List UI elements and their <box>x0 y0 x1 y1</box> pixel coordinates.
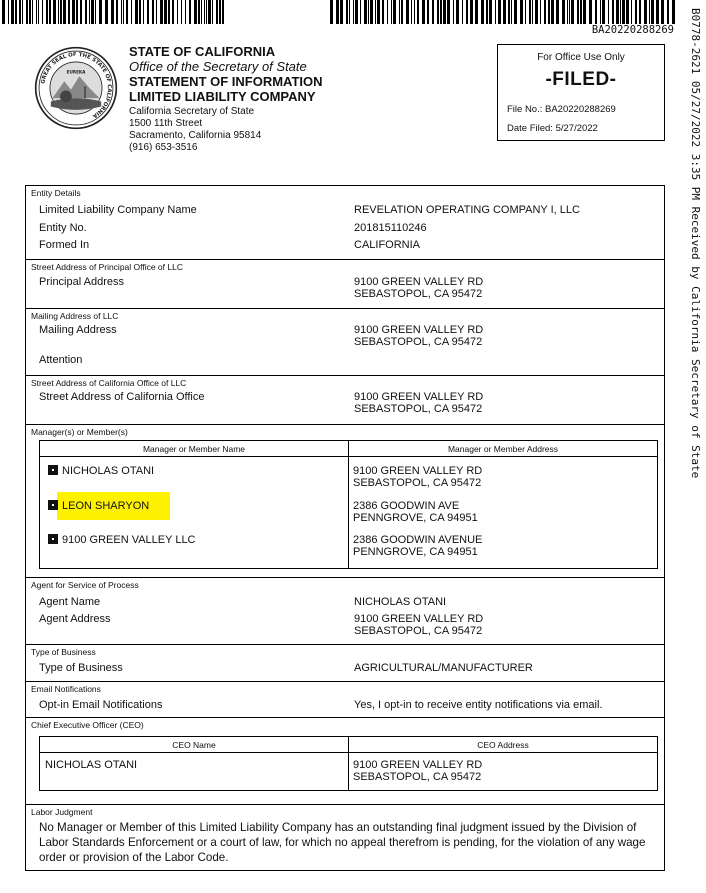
agent-name-value: NICHOLAS OTANI <box>354 596 447 608</box>
principal-address-line2: SEBASTOPOL, CA 95472 <box>354 288 483 300</box>
barcode-bar <box>498 0 501 24</box>
labor-judgment-section <box>26 805 664 871</box>
ceo-address-header: CEO Address <box>477 740 529 750</box>
barcode-bar <box>626 0 629 24</box>
barcode-bar <box>453 0 454 24</box>
barcode-bar <box>364 0 367 24</box>
barcode-bar <box>649 0 650 24</box>
barcode-bar <box>353 0 354 24</box>
barcode-bar <box>401 0 403 24</box>
barcode-bar <box>26 0 28 24</box>
received-stamp-text: B0778-2621 05/27/2022 3:35 PM Received by California Secretary of State <box>689 8 702 479</box>
mailing-address-section <box>26 309 664 376</box>
barcode-bar <box>204 0 205 24</box>
barcode-bar <box>189 0 191 24</box>
barcode-bar <box>495 0 496 24</box>
barcode-bar <box>123 0 124 24</box>
manager-address-2 <box>353 500 478 524</box>
seal-ring-text: GREAT SEAL OF THE STATE OF CALIFORNIA <box>40 52 112 119</box>
agent-address-label: Agent Address <box>39 613 111 625</box>
address-line: California Secretary of State <box>129 106 255 117</box>
managers-table <box>39 440 658 569</box>
office-name: Office of the Secretary of State <box>129 59 307 74</box>
section-title: Labor Judgment <box>31 807 93 817</box>
ceo-name-header: CEO Name <box>172 740 216 750</box>
principal-address-line1: 9100 GREEN VALLEY RD <box>354 276 484 288</box>
barcode-bar <box>206 0 207 24</box>
manager-address-1 <box>353 465 482 489</box>
barcode-bar <box>602 0 605 24</box>
mailing-address-label: Mailing Address <box>39 324 117 336</box>
barcode-bar <box>212 0 213 24</box>
barcode-bar <box>567 0 568 24</box>
barcode-bar <box>661 0 664 24</box>
business-type-value: AGRICULTURAL/MANUFACTURER <box>354 662 533 674</box>
barcode-bar <box>622 0 625 24</box>
barcode-bar <box>177 0 178 24</box>
barcode-bar <box>387 0 388 24</box>
barcode-bar <box>42 0 43 24</box>
barcode-number: BA20220288269 <box>591 24 674 36</box>
barcode-bar <box>208 0 211 24</box>
barcode-bar <box>616 0 619 24</box>
barcode-bar <box>532 0 533 24</box>
bullet-icon <box>48 534 58 544</box>
barcode-bar <box>152 0 154 24</box>
barcode-bar <box>11 0 14 24</box>
document-header <box>129 44 323 154</box>
section-title: Chief Executive Officer (CEO) <box>31 720 144 730</box>
barcode-bar <box>377 0 380 24</box>
document-title-1: STATEMENT OF INFORMATION <box>129 74 323 89</box>
barcode-bar <box>414 0 415 24</box>
barcode-bar <box>147 0 149 24</box>
barcode-bar <box>620 0 621 24</box>
formed-in-value: CALIFORNIA <box>354 239 421 251</box>
barcode-bar <box>540 0 541 24</box>
llc-name-value: REVELATION OPERATING COMPANY I, LLC <box>354 204 580 216</box>
barcode-bar <box>470 0 473 24</box>
managers-section <box>26 425 664 578</box>
barcode-bar <box>382 0 384 24</box>
barcode-bar <box>198 0 200 24</box>
manager-row-1 <box>48 465 154 477</box>
ceo-table <box>39 736 658 791</box>
email-optin-label: Opt-in Email Notifications <box>39 699 163 711</box>
barcode-bar <box>156 0 157 24</box>
barcode-bar <box>76 0 78 24</box>
ca-office-line2: SEBASTOPOL, CA 95472 <box>354 403 483 415</box>
barcode-bar <box>32 0 33 24</box>
section-title: Agent for Service of Process <box>31 580 139 590</box>
section-title: Mailing Address of LLC <box>31 311 119 321</box>
barcode-bar <box>370 0 373 24</box>
barcode-bar <box>355 0 358 24</box>
barcode-bar <box>46 0 48 24</box>
barcode-bar <box>511 0 512 24</box>
barcode-bar <box>437 0 439 24</box>
barcode-bar <box>462 0 463 24</box>
barcode-bar <box>475 0 478 24</box>
bullet-icon <box>48 465 58 475</box>
barcode-bar <box>520 0 523 24</box>
barcode-bar <box>68 0 70 24</box>
barcode-bar <box>580 0 582 24</box>
barcode-bar <box>15 0 17 24</box>
barcode-bar <box>422 0 425 24</box>
barcode-bar <box>49 0 51 24</box>
barcode-bar <box>143 0 144 24</box>
barcode-bar <box>608 0 609 24</box>
barcode-bar <box>139 0 141 24</box>
address-line: 9100 GREEN VALLEY RD <box>353 759 483 771</box>
barcode-bar <box>667 0 669 24</box>
barcode-bar <box>336 0 339 24</box>
barcode-bar <box>111 0 114 24</box>
email-optin-value: Yes, I opt-in to receive entity notifications via email. <box>354 699 603 711</box>
barcode-bar <box>181 0 182 24</box>
barcode-bar <box>635 0 637 24</box>
manager-name: LEON SHARYON <box>62 500 150 512</box>
barcode-bar <box>456 0 459 24</box>
barcode-bar <box>595 0 597 24</box>
barcode-bar <box>135 0 138 24</box>
business-type-label: Type of Business <box>39 662 123 674</box>
barcode-bar <box>375 0 376 24</box>
barcode-bar <box>38 0 39 24</box>
barcode-bar <box>131 0 132 24</box>
barcode-bar <box>85 0 87 24</box>
seal-motto: EUREKA <box>66 69 86 75</box>
barcode-bar <box>168 0 170 24</box>
barcode-bar <box>447 0 450 24</box>
barcode-bar <box>489 0 492 24</box>
california-seal-icon <box>34 46 118 130</box>
email-section <box>26 682 664 718</box>
barcode-bar <box>58 0 59 24</box>
address-line: 9100 GREEN VALLEY RD <box>353 465 483 477</box>
barcode-bar <box>551 0 554 24</box>
barcode-bar <box>172 0 174 24</box>
barcode-bar <box>569 0 570 24</box>
ceo-section <box>26 718 664 805</box>
barcode-bar <box>411 0 412 24</box>
barcode-bar <box>432 0 434 24</box>
statement-form <box>25 185 665 871</box>
barcode-right <box>330 0 675 24</box>
barcode-bar <box>466 0 468 24</box>
barcode-bar <box>185 0 186 24</box>
barcode-bar <box>672 0 675 24</box>
barcode-bar <box>91 0 94 24</box>
barcode-bar <box>95 0 96 24</box>
barcode-bar <box>639 0 641 24</box>
barcode-bar <box>508 0 510 24</box>
entity-no-value: 201815110246 <box>354 222 427 234</box>
column-divider <box>348 441 349 568</box>
file-number: File No.: BA20220288269 <box>507 104 616 115</box>
barcode-bar <box>340 0 343 24</box>
ceo-address <box>353 759 482 783</box>
barcode-bar <box>544 0 546 24</box>
barcode-bar <box>346 0 348 24</box>
barcode-bar <box>583 0 586 24</box>
entity-details-section <box>26 186 664 260</box>
barcode-bar <box>427 0 429 24</box>
address-line: 1500 11th Street <box>129 118 203 129</box>
barcode-bar <box>126 0 128 24</box>
section-title: Street Address of Principal Office of LLC <box>31 262 183 272</box>
barcode-bar <box>631 0 632 24</box>
entity-no-label: Entity No. <box>39 222 87 234</box>
barcode-bar <box>525 0 526 24</box>
barcode-bar <box>360 0 361 24</box>
manager-name: NICHOLAS OTANI <box>62 465 155 477</box>
barcode-bar <box>29 0 31 24</box>
barcode-bar <box>600 0 601 24</box>
barcode-bar <box>529 0 531 24</box>
barcode-bar <box>514 0 517 24</box>
agent-address-line2: SEBASTOPOL, CA 95472 <box>354 625 483 637</box>
attention-label: Attention <box>39 354 83 366</box>
office-use-box <box>497 44 665 141</box>
barcode-bar <box>63 0 66 24</box>
manager-row-3 <box>48 534 196 546</box>
california-office-section <box>26 376 664 425</box>
barcode-bar <box>393 0 396 24</box>
section-title: Email Notifications <box>31 684 101 694</box>
barcode-left-bars <box>2 0 228 24</box>
barcode-bar <box>556 0 559 24</box>
barcode-bar <box>443 0 446 24</box>
barcode-bar <box>406 0 409 24</box>
llc-name-label: Limited Liability Company Name <box>39 204 197 216</box>
barcode-bar <box>60 0 62 24</box>
mailing-address-line1: 9100 GREEN VALLEY RD <box>354 324 484 336</box>
barcode-bar <box>486 0 488 24</box>
barcode-bar <box>481 0 484 24</box>
manager-row-2 <box>48 500 149 512</box>
manager-name: 9100 GREEN VALLEY LLC <box>62 534 196 546</box>
barcode-bar <box>116 0 118 24</box>
mailing-address-line2: SEBASTOPOL, CA 95472 <box>354 336 483 348</box>
address-line: SEBASTOPOL, CA 95472 <box>353 771 482 783</box>
barcode-bar <box>219 0 221 24</box>
barcode-bar <box>612 0 614 24</box>
barcode-bar <box>89 0 90 24</box>
barcode-bar <box>99 0 102 24</box>
barcode-bar <box>216 0 218 24</box>
address-line: 2386 GOODWIN AVE <box>353 500 460 512</box>
barcode-bar <box>164 0 167 24</box>
business-section <box>26 645 664 682</box>
principal-office-section <box>26 260 664 309</box>
barcode-bar <box>105 0 108 24</box>
manager-address-header: Manager or Member Address <box>447 444 559 454</box>
section-title: Type of Business <box>31 647 96 657</box>
phone-number: (916) 653-3516 <box>129 142 198 153</box>
barcode-bar <box>399 0 400 24</box>
barcode-bar <box>548 0 550 24</box>
ceo-name: NICHOLAS OTANI <box>45 759 138 771</box>
document-title-2: LIMITED LIABILITY COMPANY <box>129 89 316 104</box>
agent-section <box>26 578 664 645</box>
manager-name-header: Manager or Member Name <box>142 444 246 454</box>
barcode-bar <box>349 0 350 24</box>
section-title: Street Address of California Office of LLC <box>31 378 187 388</box>
state-name: STATE OF CALIFORNIA <box>129 44 276 59</box>
principal-address-label: Principal Address <box>39 276 124 288</box>
filed-status: -FILED- <box>545 69 617 90</box>
agent-address-line1: 9100 GREEN VALLEY RD <box>354 613 484 625</box>
address-line: 2386 GOODWIN AVENUE <box>353 534 483 546</box>
agent-name-label: Agent Name <box>39 596 101 608</box>
barcode-bar <box>503 0 506 24</box>
barcode-bar <box>391 0 392 24</box>
barcode-bar <box>644 0 647 24</box>
barcode-bar <box>656 0 659 24</box>
barcode-bar <box>194 0 197 24</box>
barcode-bar <box>651 0 654 24</box>
barcode-bar <box>571 0 574 24</box>
barcode-bar <box>53 0 56 24</box>
section-title: Manager(s) or Member(s) <box>31 427 128 437</box>
barcode-bar <box>160 0 163 24</box>
manager-address-3 <box>353 534 482 558</box>
barcode-bar <box>2 0 5 24</box>
ca-office-line1: 9100 GREEN VALLEY RD <box>354 391 484 403</box>
barcode-bar <box>22 0 23 24</box>
office-use-label: For Office Use Only <box>537 52 625 63</box>
address-line: PENNGROVE, CA 94951 <box>353 546 478 558</box>
barcode-right-bars <box>330 0 675 24</box>
barcode-bar <box>330 0 333 24</box>
date-filed: Date Filed: 5/27/2022 <box>507 123 598 134</box>
section-title: Entity Details <box>31 188 81 198</box>
labor-judgment-text: No Manager or Member of this Limited Liability Company has an outstanding final judgment issued by the Division of Labor Standards Enforcement or a court of law, for which no appeal therefrom is pending, for the violation of any wage order or provision of the Labor Code. <box>39 821 646 864</box>
barcode-bar <box>19 0 21 24</box>
barcode-bar <box>121 0 122 24</box>
barcode-bar <box>368 0 369 24</box>
barcode-bar <box>8 0 9 24</box>
barcode-bar <box>36 0 37 24</box>
barcode-bar <box>589 0 592 24</box>
barcode-bar <box>535 0 538 24</box>
received-stamp <box>688 8 704 588</box>
barcode-bar <box>440 0 442 24</box>
address-line: PENNGROVE, CA 94951 <box>353 512 478 524</box>
ca-office-label: Street Address of California Office <box>39 391 205 403</box>
address-line: SEBASTOPOL, CA 95472 <box>353 477 482 489</box>
barcode-bar <box>417 0 419 24</box>
barcode-left <box>2 0 228 24</box>
barcode-bar <box>577 0 579 24</box>
barcode-bar <box>201 0 202 24</box>
barcode-bar <box>80 0 82 24</box>
bullet-icon <box>48 500 58 510</box>
barcode-bar <box>72 0 75 24</box>
barcode-bar <box>222 0 224 24</box>
formed-in-label: Formed In <box>39 239 90 251</box>
barcode-bar <box>562 0 565 24</box>
address-line: Sacramento, California 95814 <box>129 130 262 141</box>
